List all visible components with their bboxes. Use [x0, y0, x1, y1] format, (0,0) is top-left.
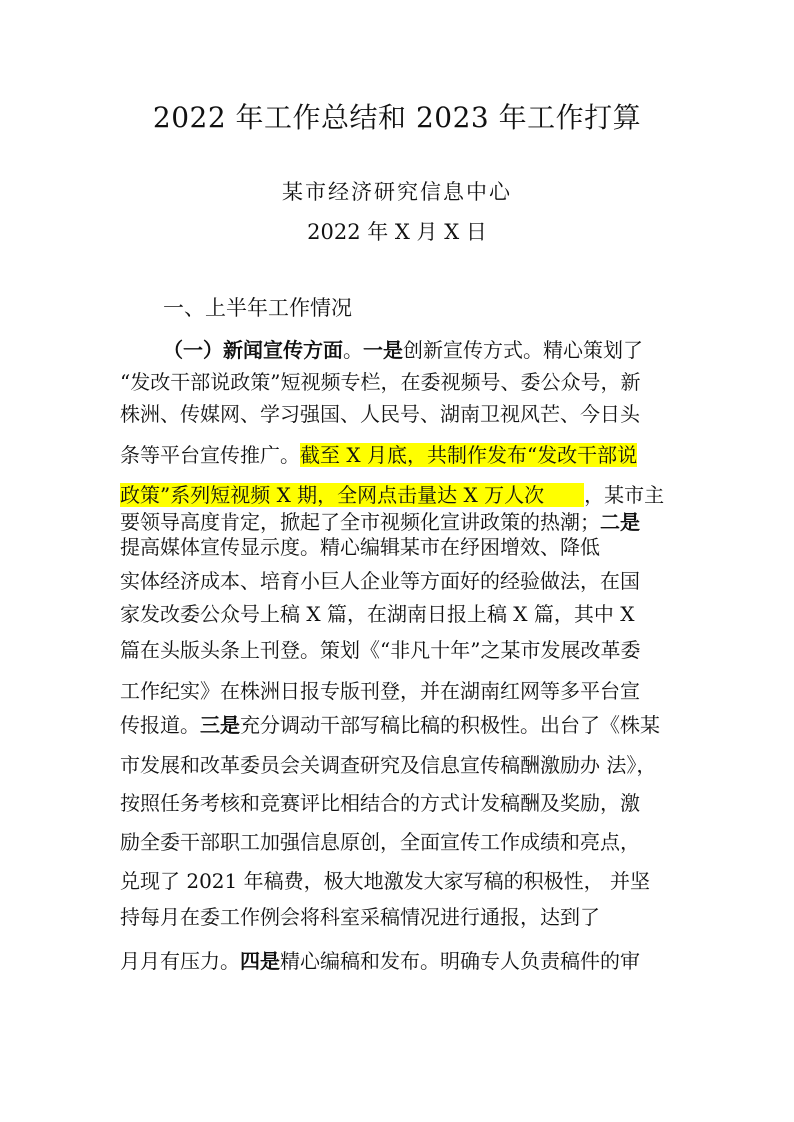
body-line: [120, 903, 600, 931]
bold-text: 三是: [200, 713, 240, 737]
text-run: “发改干部说政策”短视频专栏，在委视频号、委公众号，新: [120, 370, 641, 394]
text-run: 充分调动干部写稿比稿的积极性。出台了《株某: [240, 713, 660, 737]
body-line: [163, 336, 643, 364]
bold-text: 四是: [240, 949, 280, 973]
text-run: 月月有压力。: [120, 949, 240, 973]
text-run: 励全委干部职工加强信息原创，全面宣传工作成绩和亮点，: [120, 830, 640, 854]
bold-text: （一）新闻宣传方面: [163, 338, 343, 362]
body-line: [120, 441, 637, 469]
text-run: 篇在头版头条上刊登。策划《“非凡十年”之某市发展改革委: [120, 638, 641, 662]
text-run: 按照任务考核和竞赛评比相结合的方式计发稿酬及奖励，激: [120, 791, 640, 815]
body-line: [120, 481, 664, 509]
text-run: 工作纪实》在株洲日报专版刊登，并在湖南红网等多平台宣: [120, 679, 640, 703]
body-line: [120, 947, 640, 975]
text-run: 要领导高度肯定，掀起了全市视频化宣讲政策的热潮；: [120, 510, 600, 534]
body-line: [120, 751, 656, 779]
document-date: 2022 年 X 月 X 日: [307, 220, 487, 244]
bold-text: 一是: [363, 338, 403, 362]
text-run: 传报道。: [120, 713, 200, 737]
text-run: 株洲、传媒网、学习强国、人民号、湖南卫视风芒、今日头: [120, 402, 640, 426]
body-line: [120, 600, 635, 628]
text-run: 提高媒体宣传显示度。精心编辑某市在纾困增效、降低: [120, 535, 600, 559]
body-line: [120, 867, 650, 895]
highlighted-text: 截至 X 月底，共制作发布“发改干部说: [300, 443, 638, 467]
text-run: 条等平台宣传推广。: [120, 443, 300, 467]
body-line: [120, 400, 640, 428]
body-line: [120, 533, 600, 561]
body-line: [120, 508, 640, 536]
bold-text: 二是: [600, 510, 640, 534]
body-line: [120, 677, 640, 705]
text-run: 实体经济成本、培育小巨人企业等方面好的经验做法，在国: [120, 569, 640, 593]
text-run: 兑现了 2021 年稿费，极大地激发大家写稿的积极性， 并坚: [120, 869, 650, 893]
document-title: 2022 年工作总结和 2023 年工作打算: [152, 101, 642, 134]
body-line: [120, 636, 640, 664]
text-run: 精心编稿和发布。明确专人负责稿件的审: [280, 949, 640, 973]
text-run: 。: [343, 338, 363, 362]
body-line: [120, 789, 640, 817]
text-run: ，某市主: [584, 483, 665, 507]
body-line: [120, 828, 640, 856]
highlighted-text: 政策”系列短视频 X 期，全网点击量达 X 万人次: [120, 483, 585, 507]
body-line: [120, 368, 640, 396]
body-line: [120, 567, 640, 595]
section-heading: 一、上半年工作情况: [163, 296, 352, 320]
text-run: 家发改委公众号上稿 X 篇，在湖南日报上稿 X 篇，其中 X: [120, 602, 635, 626]
text-run: 持每月在委工作例会将科室采稿情况进行通报，达到了: [120, 905, 600, 929]
organization-name: 某市经济研究信息中心: [282, 180, 512, 204]
body-line: [120, 711, 660, 739]
text-run: 创新宣传方式。精心策划了: [403, 338, 643, 362]
text-run: 市发展和改革委员会关调查研究及信息宣传稿酬激励办 法》，: [120, 753, 657, 777]
